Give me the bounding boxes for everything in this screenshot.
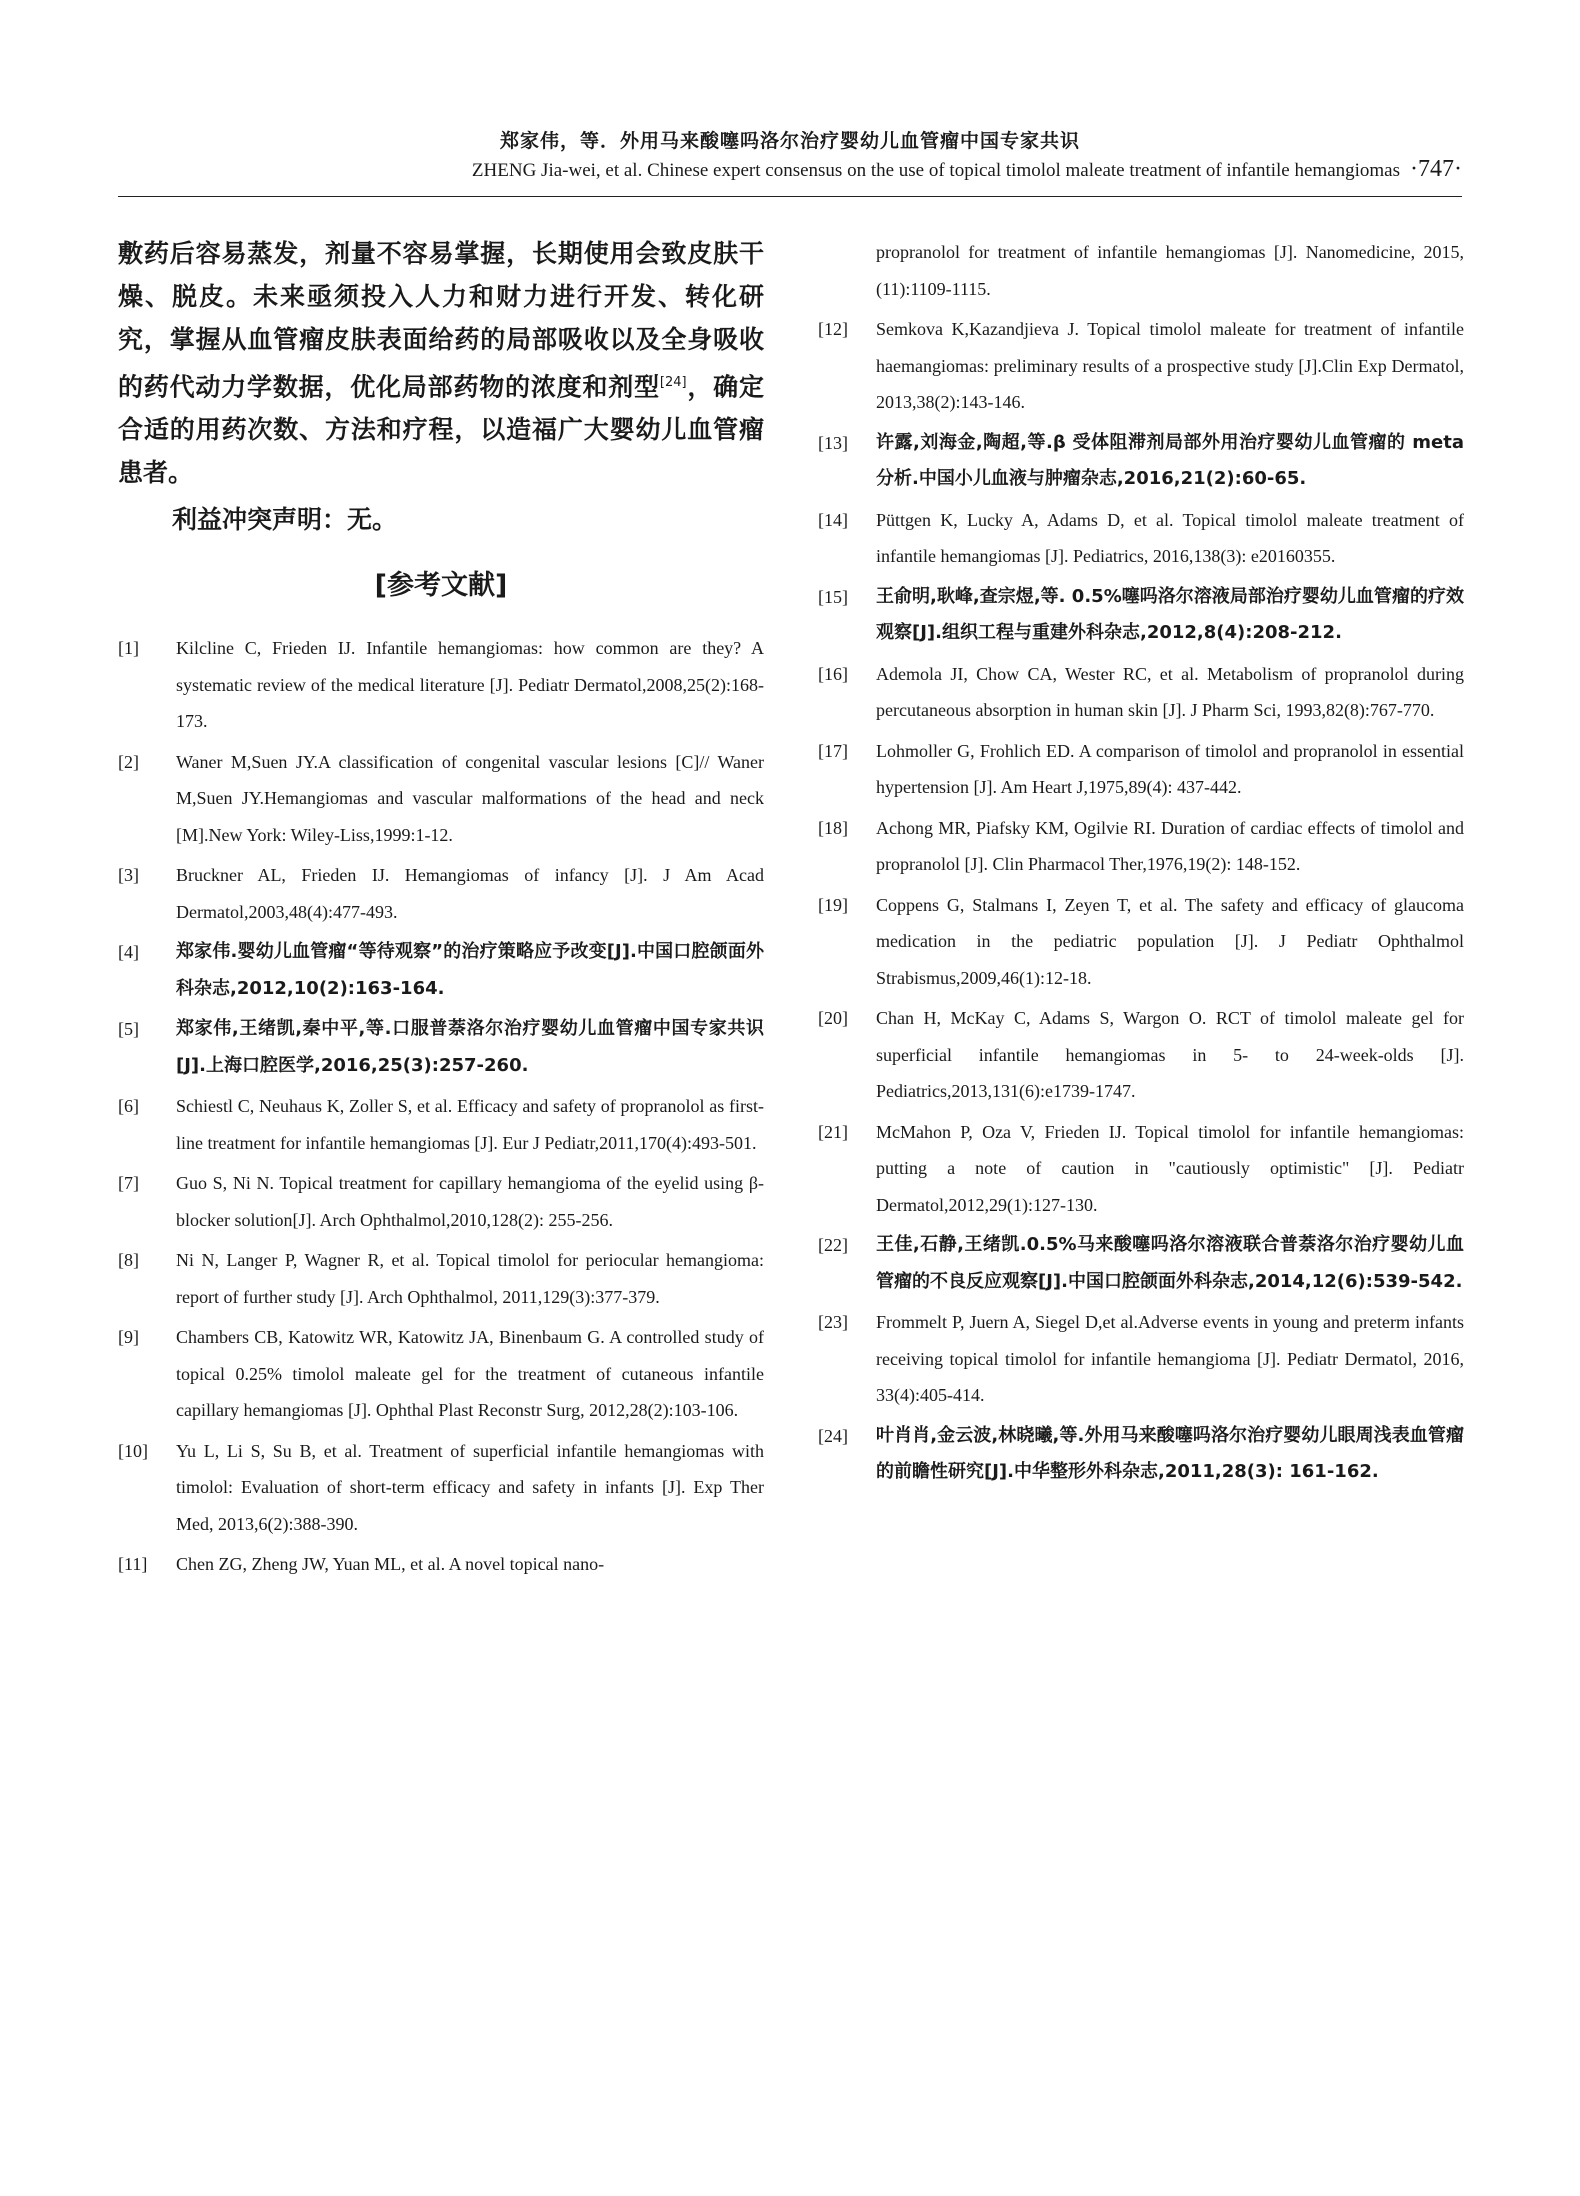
reference-text: McMahon P, Oza V, Frieden IJ. Topical timolol for infantile hemangiomas: putting a note of caution in "cautiously optimistic" [J]. Pediatr Dermatol,2012,29(1):127-130. <box>876 1121 1464 1215</box>
reference-text: 郑家伟,王绪凯,秦中平,等.口服普萘洛尔治疗婴幼儿血管瘤中国专家共识[J].上海口腔医学,2016,25(3):257-260. <box>176 1018 764 1076</box>
body-paragraph <box>118 232 764 494</box>
reference-text: Kilcline C, Frieden IJ. Infantile hemangiomas: how common are they? A systematic review of the medical literature [J]. Pediatr Dermatol,2008,25(2):168-173. <box>176 638 764 732</box>
header-chinese-title: 郑家伟，等．外用马来酸噻吗洛尔治疗婴幼儿血管瘤中国专家共识 <box>499 130 1080 152</box>
reference-number: [15] <box>818 586 848 607</box>
reference-item <box>118 1433 764 1543</box>
reference-item <box>818 311 1464 421</box>
reference-text: propranolol for treatment of infantile hemangiomas [J]. Nanomedicine, 2015,(11):1109-1115. <box>876 242 1464 299</box>
left-column <box>118 232 764 1587</box>
body-paragraph-main: 敷药后容易蒸发，剂量不容易掌握，长期使用会致皮肤干燥、脱皮。未来亟须投入人力和财力进行开发、转化研究，掌握从血管瘤皮肤表面给药的局部吸收以及全身吸收的药代动力学数据，优化局部药物的浓度和剂型 <box>118 239 764 402</box>
reference-number: [24] <box>818 1425 848 1446</box>
reference-number: [21] <box>818 1121 848 1142</box>
body-paragraph-tail: ，确定合适的用药次数、方法和疗程，以造福广大婴幼儿血管瘤患者。 <box>118 372 764 488</box>
reference-text: Ni N, Langer P, Wagner R, et al. Topical timolol for periocular hemangioma: report of further study [J]. Arch Ophthalmol, 2011,129(3):377-379. <box>176 1250 764 1307</box>
reference-text: Coppens G, Stalmans I, Zeyen T, et al. The safety and efficacy of glaucoma medication in the pediatric population [J]. J Pediatr Ophthalmol Strabismus,2009,46(1):12-18. <box>876 894 1464 988</box>
reference-item <box>818 656 1464 729</box>
reference-number: [9] <box>118 1327 139 1348</box>
reference-text: Schiestl C, Neuhaus K, Zoller S, et al. Efficacy and safety of propranolol as first-line treatment for infantile hemangiomas [J]. Eur J Pediatr,2011,170(4):493-501. <box>176 1096 764 1153</box>
reference-text: Chen ZG, Zheng JW, Yuan ML, et al. A novel topical nano- <box>176 1554 605 1575</box>
reference-item <box>118 744 764 854</box>
header-rule <box>118 196 1462 197</box>
reference-item <box>818 1227 1464 1300</box>
reference-number: [5] <box>118 1019 139 1040</box>
reference-number: [10] <box>118 1440 148 1461</box>
reference-item <box>818 733 1464 806</box>
reference-number: [3] <box>118 865 139 886</box>
running-header <box>0 120 1580 200</box>
reference-text: Guo S, Ni N. Topical treatment for capillary hemangioma of the eyelid using β-blocker solution[J]. Arch Ophthalmol,2010,128(2): 255-256. <box>176 1173 764 1230</box>
reference-text: Bruckner AL, Frieden IJ. Hemangiomas of infancy [J]. J Am Acad Dermatol,2003,48(4):477-493. <box>176 865 764 922</box>
reference-text: Lohmoller G, Frohlich ED. A comparison of timolol and propranolol in essential hypertension [J]. Am Heart J,1975,89(4): 437-442. <box>876 740 1464 797</box>
reference-number: [17] <box>818 740 848 761</box>
reference-item <box>818 887 1464 997</box>
reference-number: [23] <box>818 1312 848 1332</box>
reference-item <box>118 630 764 740</box>
header-english-text: ZHENG Jia-wei, et al. Chinese expert consensus on the use of topical timolol maleate treatment of infantile hemangiomas <box>471 160 1401 181</box>
reference-number: [16] <box>818 663 848 684</box>
reference-text: 王俞明,耿峰,查宗煜,等. 0.5%噻吗洛尔溶液局部治疗婴幼儿血管瘤的疗效观察[J].组织工程与重建外科杂志,2012,8(4):208-212. <box>876 585 1464 643</box>
reference-number: [8] <box>118 1250 139 1271</box>
reference-item <box>818 502 1464 575</box>
reference-number: [18] <box>818 817 848 838</box>
references-title: [参考文献] <box>374 570 508 602</box>
reference-item <box>118 1319 764 1429</box>
header-english-title <box>472 156 1462 183</box>
reference-text: Yu L, Li S, Su B, et al. Treatment of superficial infantile hemangiomas with timolol: Evaluation of short-term efficacy and safety in infants [J]. Exp Ther Med, 2013,6(2):388-390. <box>176 1440 764 1534</box>
reference-number: [20] <box>818 1008 848 1028</box>
reference-item <box>818 579 1464 652</box>
reference-text: Achong MR, Piafsky KM, Ogilvie RI. Duration of cardiac effects of timolol and propranolol [J]. Clin Pharmacol Ther,1976,19(2): 148-152. <box>876 817 1464 874</box>
reference-number: [14] <box>818 509 848 530</box>
reference-text: Chan H, McKay C, Adams S, Wargon O. RCT of timolol maleate gel for superficial infantile hemangiomas in 5- to 24-week-olds [J]. Pediatrics,2013,131(6):e1739-1747. <box>876 1008 1464 1101</box>
reference-item <box>818 1304 1464 1414</box>
reference-item <box>818 810 1464 883</box>
reference-item <box>118 857 764 930</box>
reference-number: [1] <box>118 638 139 659</box>
reference-text: Semkova K,Kazandjieva J. Topical timolol maleate for treatment of infantile haemangiomas: preliminary results of a prospective study [J].Clin Exp Dermatol, 2013,38(2):143-146. <box>876 319 1464 412</box>
reference-number: [22] <box>818 1235 848 1255</box>
conflict-statement: 利益冲突声明：无。 <box>172 505 398 535</box>
reference-text: 许露,刘海金,陶超,等.β 受体阻滞剂局部外用治疗婴幼儿血管瘤的 meta 分析.中国小儿血液与肿瘤杂志,2016,21(2):60-65. <box>876 431 1464 489</box>
reference-number: [2] <box>118 751 139 772</box>
reference-continuation <box>818 234 1464 307</box>
page-number: ·747· <box>1410 156 1462 182</box>
reference-number: [13] <box>818 432 848 453</box>
references-list-left <box>118 630 764 1583</box>
reference-item <box>818 425 1464 498</box>
reference-item <box>118 1242 764 1315</box>
references-list-right <box>818 311 1464 1491</box>
reference-number: [12] <box>818 319 848 339</box>
reference-text: Ademola JI, Chow CA, Wester RC, et al. Metabolism of propranolol during percutaneous absorption in human skin [J]. J Pharm Sci, 1993,82(8):767-770. <box>876 663 1464 720</box>
reference-text: Waner M,Suen JY.A classification of congenital vascular lesions [C]// Waner M,Suen JY.Hemangiomas and vascular malformations of the head and neck [M].New York: Wiley-Liss,1999:1-12. <box>176 751 764 845</box>
reference-text: Frommelt P, Juern A, Siegel D,et al.Adverse events in young and preterm infants receiving topical timolol for infantile hemangioma [J]. Pediatr Dermatol, 2016, 33(4):405-414. <box>876 1312 1464 1405</box>
reference-text: Püttgen K, Lucky A, Adams D, et al. Topical timolol maleate treatment of infantile hemangiomas [J]. Pediatrics, 2016,138(3): e20160355. <box>876 509 1464 566</box>
reference-number: [6] <box>118 1096 139 1117</box>
reference-item <box>118 1088 764 1161</box>
reference-number: [11] <box>118 1554 148 1575</box>
reference-number: [19] <box>818 894 848 915</box>
reference-text: 叶肖肖,金云波,林晓曦,等.外用马来酸噻吗洛尔治疗婴幼儿眼周浅表血管瘤的前瞻性研究[J].中华整形外科杂志,2011,28(3): 161-162. <box>876 1424 1464 1482</box>
reference-item <box>118 1546 764 1583</box>
reference-text: 王佳,石静,王绪凯.0.5%马来酸噻吗洛尔溶液联合普萘洛尔治疗婴幼儿血管瘤的不良反应观察[J].中国口腔颌面外科杂志,2014,12(6):539-542. <box>876 1234 1464 1292</box>
reference-item <box>818 1000 1464 1110</box>
reference-item <box>118 1011 764 1084</box>
reference-item <box>818 1418 1464 1491</box>
reference-number: [7] <box>118 1173 139 1194</box>
reference-item <box>818 1114 1464 1224</box>
citation-24: [24] <box>659 375 687 390</box>
reference-item <box>118 934 764 1007</box>
reference-text: Chambers CB, Katowitz WR, Katowitz JA, Binenbaum G. A controlled study of topical 0.25% timolol maleate gel for the treatment of cutaneous infantile capillary hemangiomas [J]. Ophthal Plast Reconstr Surg, 2012,28(2):103-106. <box>176 1327 764 1421</box>
right-column <box>818 234 1464 1495</box>
reference-number: [4] <box>118 942 139 963</box>
reference-text: 郑家伟.婴幼儿血管瘤“等待观察”的治疗策略应予改变[J].中国口腔颌面外科杂志,2012,10(2):163-164. <box>176 941 764 999</box>
reference-item <box>118 1165 764 1238</box>
